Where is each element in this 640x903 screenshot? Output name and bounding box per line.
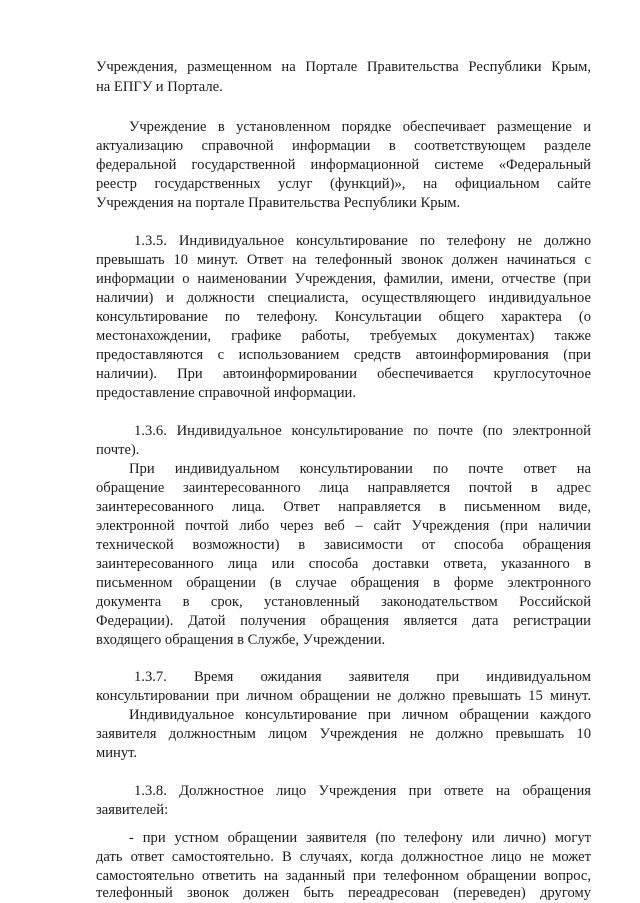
text-line: предоставляются с использованием средств автоинформирования (при (96, 347, 591, 363)
text-line: дать ответ самостоятельно. В случаях, когда должностное лицо не может (96, 849, 591, 865)
text-line: обращение заинтересованного лица направляется почтой в адрес (96, 480, 591, 496)
text-line: документа в срок, установленный законодательством Российской (96, 594, 591, 610)
text-line: федеральной государственной информационной системе «Федеральный (96, 157, 591, 173)
text-line: электронной почтой либо через веб – сайт Учреждения (при наличии (96, 518, 591, 534)
text-line: Учреждение в установленном порядке обеспечивает размещение и (129, 119, 591, 135)
text-line: Индивидуальное консультирование при личном обращении каждого (129, 707, 591, 723)
text-line: технической возможности) в зависимости от способа обращения (96, 537, 591, 553)
text-line: минут. (96, 745, 138, 761)
text-line: заявителей: (96, 802, 169, 818)
text-line: письменном обращении (в случае обращения в форме электронного (96, 575, 591, 591)
text-line: реестр государственных услуг (функций)», на официальном сайте (96, 176, 591, 192)
text-line: предоставление справочной информации. (96, 385, 357, 401)
text-line: Учреждения, размещенном на Портале Правительства Республики Крым, (96, 59, 591, 75)
text-line: местонахождении, графике работы, требуемых документах) также (96, 328, 591, 344)
text-line: консультировании при личном обращении не должно превышать 15 минут. (96, 688, 591, 704)
text-line: телефонный звонок должен быть переадресован (переведен) другому (96, 885, 591, 901)
text-line: почте). (96, 442, 140, 458)
text-line: наличии). При автоинформировании обеспечивается круглосуточное (96, 366, 591, 382)
text-line: При индивидуальном консультировании по почте ответ на (129, 461, 591, 477)
text-line: 1.3.6. Индивидуальное консультирование по почте (по электронной (134, 423, 591, 439)
text-line: наличии) и должности специалиста, осуществляющего индивидуальное (96, 290, 591, 306)
text-line: 1.3.7. Время ожидания заявителя при индивидуальном (134, 669, 591, 685)
text-line: 1.3.5. Индивидуальное консультирование по телефону не должно (134, 233, 591, 249)
text-line: заявителя должностным лицом Учреждения не должно превышать 10 (96, 726, 591, 742)
text-line: - при устном обращении заявителя (по телефону или лично) могут (129, 830, 591, 846)
text-line: превышать 10 минут. Ответ на телефонный звонок должен начинаться с (96, 252, 591, 268)
text-line: 1.3.8. Должностное лицо Учреждения при ответе на обращения (134, 783, 591, 799)
text-line: актуализацию справочной информации в соответствующем разделе (96, 138, 591, 154)
text-line: заинтересованного лица. Ответ направляется в письменном виде, (96, 499, 591, 515)
text-line: самостоятельно ответить на заданный при телефонном обращении вопрос, (96, 868, 591, 884)
text-line: входящего обращения в Службе, Учреждении. (96, 632, 386, 648)
text-line: Учреждения на портале Правительства Республики Крым. (96, 195, 461, 211)
text-line: информации о наименовании Учреждения, фамилии, имени, отчестве (при (96, 271, 591, 287)
text-line: заинтересованного лица или способа доставки ответа, указанного в (96, 556, 591, 572)
text-line: консультирование по телефону. Консультации общего характера (о (96, 309, 591, 325)
text-line: на ЕПГУ и Портале. (96, 79, 223, 95)
text-line: Федерации). Датой получения обращения является дата регистрации (96, 613, 591, 629)
